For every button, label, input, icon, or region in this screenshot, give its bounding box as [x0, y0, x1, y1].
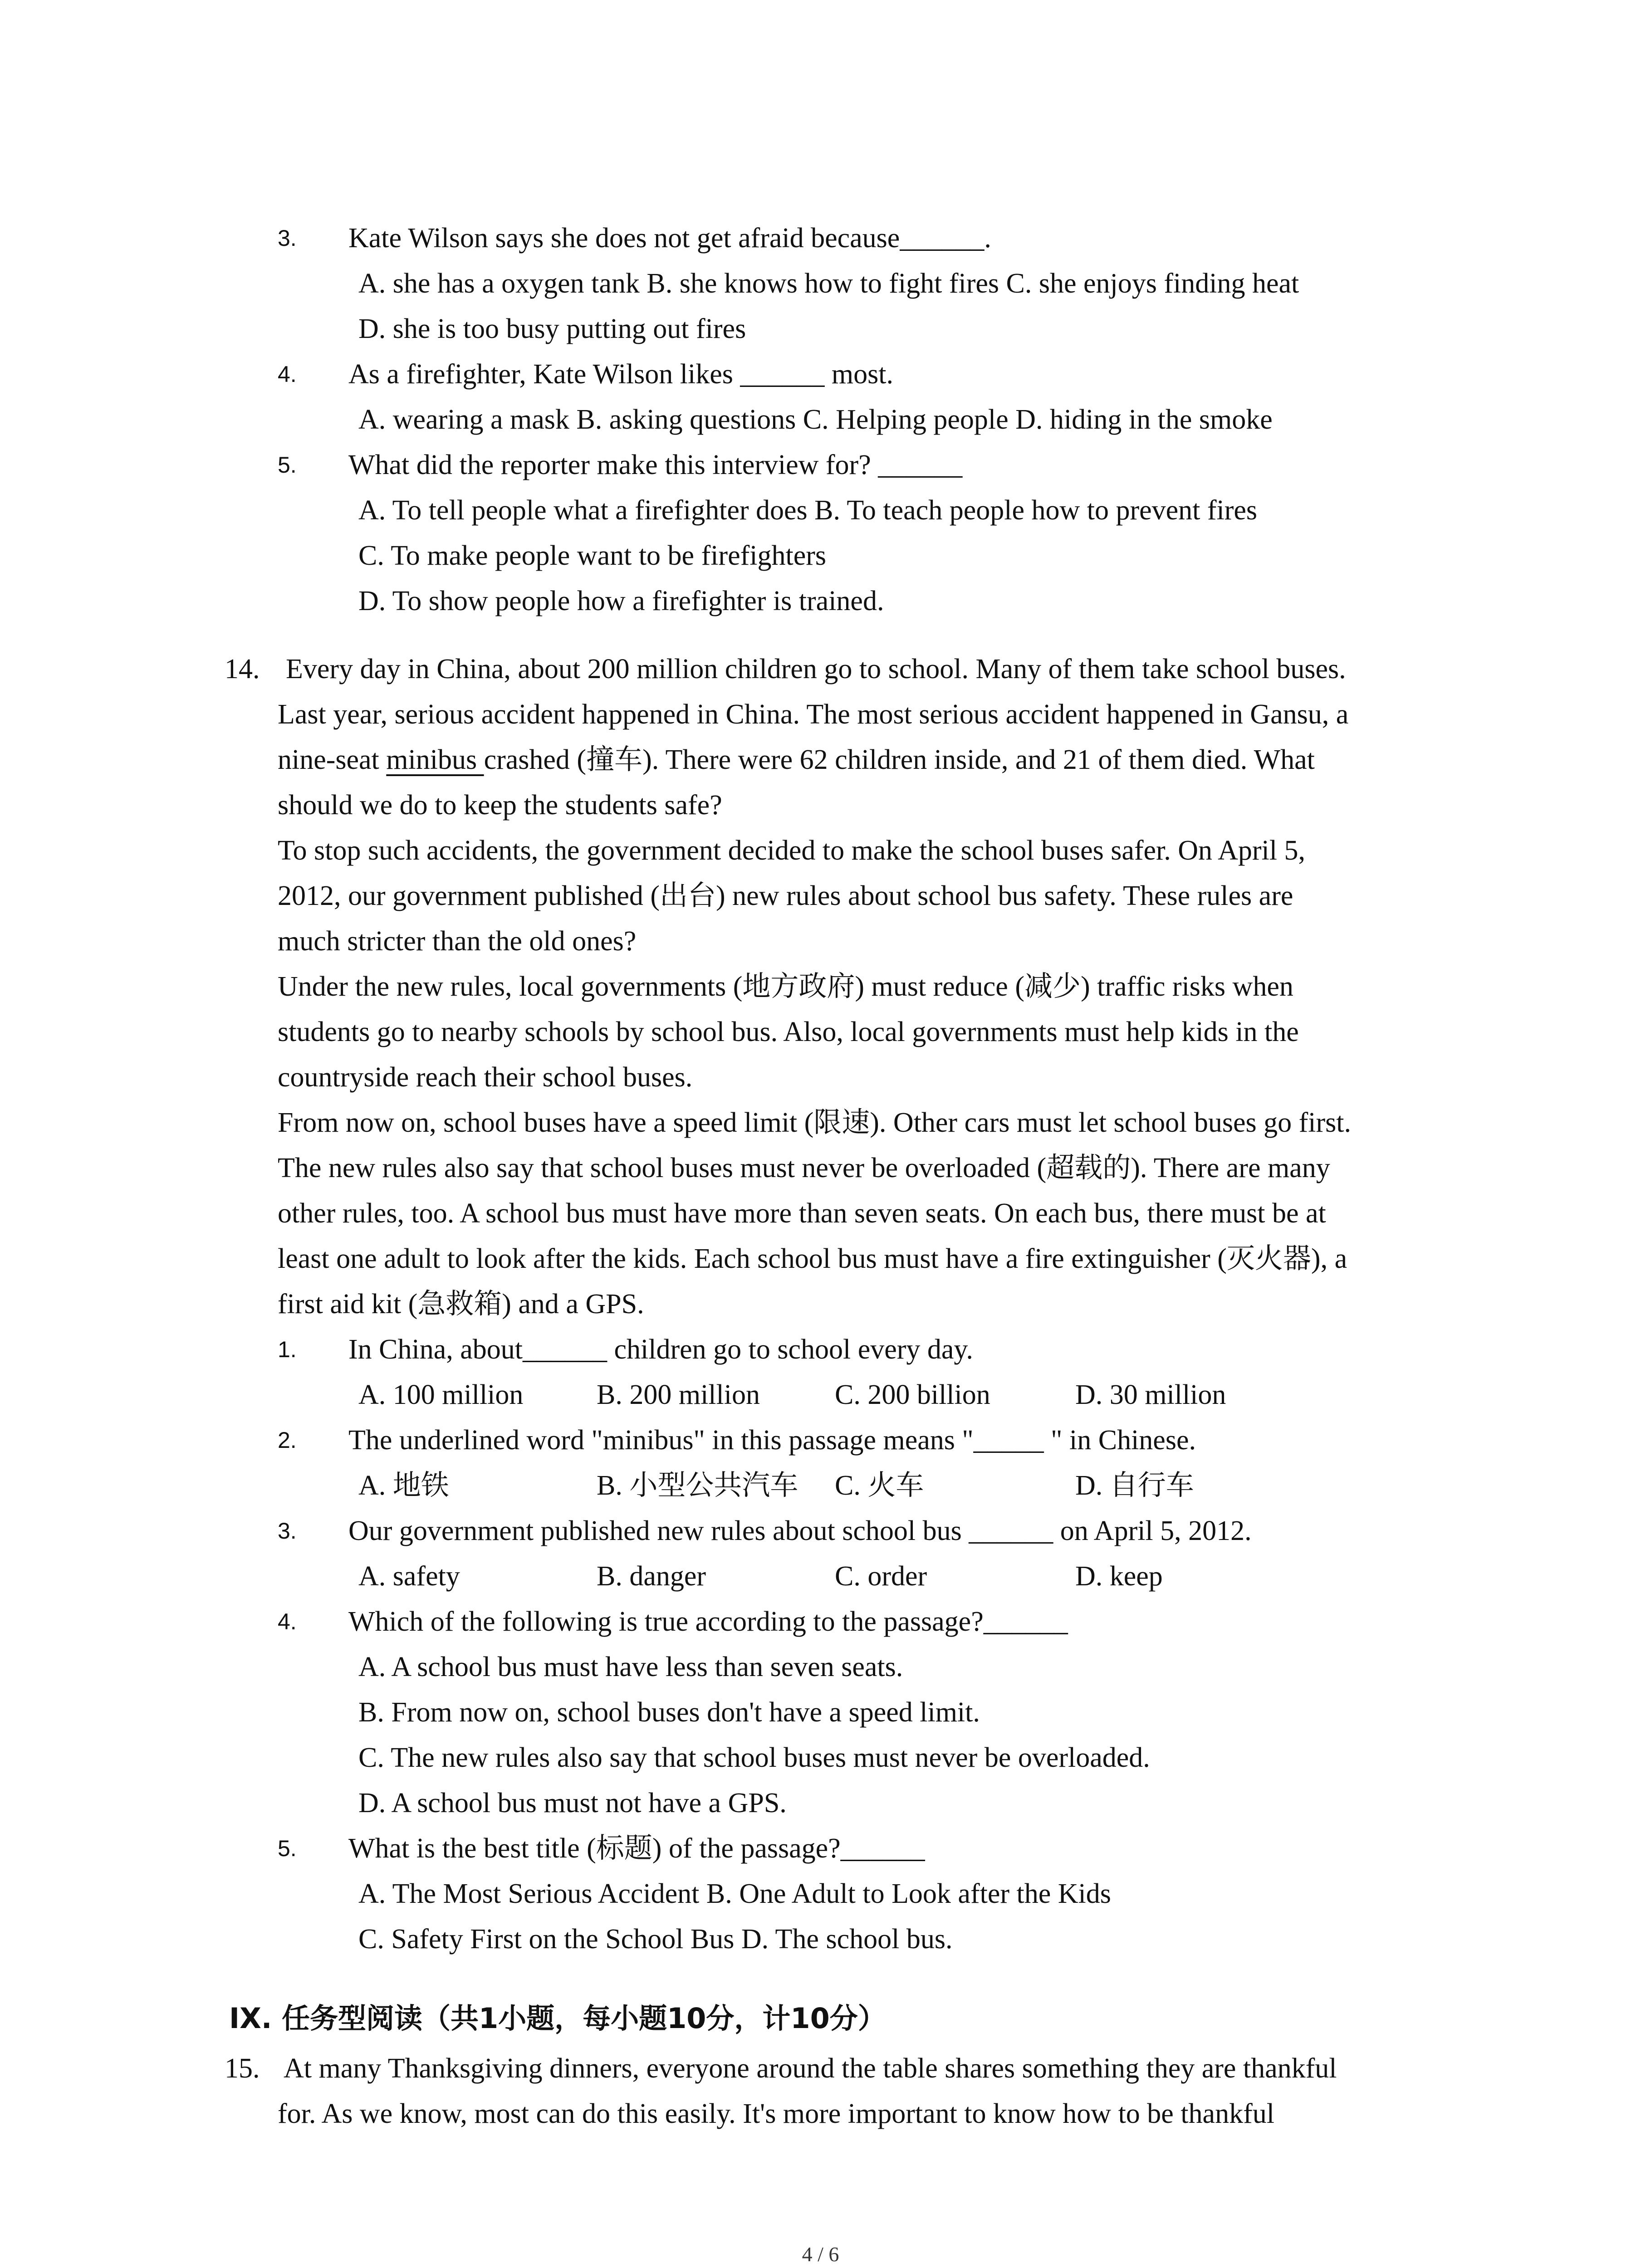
question-stem: What did the reporter make this interview for? ______ [348, 450, 963, 480]
passage-line [278, 742, 1315, 778]
question-number: 4. [278, 362, 297, 387]
passage-line: Every day in China, about 200 million children go to school. Many of them take school buses. [286, 654, 1346, 684]
question-number: 2. [278, 1427, 297, 1453]
passage-line: least one adult to look after the kids. Each school bus must have a fire extinguisher (灭火器), a [278, 1243, 1347, 1274]
passage-line: first aid kit (急救箱) and a GPS. [278, 1289, 644, 1320]
passage-line: countryside reach their school buses. [278, 1062, 693, 1093]
passage-line: for. As we know, most can do this easily. It's more important to know how to be thankful [278, 2098, 1274, 2129]
passage-line: 2012, our government published (出台) new rules about school bus safety. These rules are [278, 880, 1293, 911]
passage-line: The new rules also say that school buses must never be overloaded (超载的). There are many [278, 1153, 1330, 1183]
question-stem: Kate Wilson says she does not get afraid because______. [348, 223, 991, 254]
passage-line: other rules, too. A school bus must have more than seven seats. On each bus, there must be at [278, 1198, 1326, 1229]
passage-line: To stop such accidents, the government decided to make the school buses safer. On April 5, [278, 835, 1305, 866]
question-options: A. she has a oxygen tank B. she knows how to fight fires C. she enjoys finding heat [358, 268, 1299, 299]
option-b: B. 小型公共汽车 [597, 1470, 798, 1501]
option-c: C. order [835, 1561, 927, 1592]
section-heading: IX. 任务型阅读（共1小题，每小题10分，计10分） [229, 2002, 886, 2035]
option-c: C. 200 billion [835, 1379, 990, 1410]
passage-line: Last year, serious accident happened in China. The most serious accident happened in Gansu, a [278, 699, 1349, 730]
question-options: D. she is too busy putting out fires [358, 313, 746, 344]
question-stem: Which of the following is true according to the passage?______ [348, 1606, 1068, 1637]
question-option: A. To tell people what a firefighter does B. To teach people how to prevent fires [358, 495, 1258, 526]
passage-line: Under the new rules, local governments (地方政府) must reduce (减少) traffic risks when [278, 971, 1293, 1002]
passage-line: should we do to keep the students safe? [278, 790, 722, 821]
question-option: C. To make people want to be firefighters [358, 540, 826, 571]
option-d: D. A school bus must not have a GPS. [358, 1788, 787, 1818]
option-b: B. From now on, school buses don't have a speed limit. [358, 1697, 980, 1728]
question-stem: What is the best title (标题) of the passage?______ [348, 1833, 925, 1864]
question-number: 3. [278, 225, 297, 251]
option-d: D. 30 million [1075, 1379, 1226, 1410]
option-d: D. 自行车 [1075, 1470, 1194, 1501]
passage-text: nine-seat [278, 744, 387, 775]
passage-number: 14. [225, 654, 260, 684]
option-b: B. danger [597, 1561, 706, 1592]
question-stem: The underlined word "minibus" in this passage means "_____ " in Chinese. [348, 1425, 1196, 1456]
question-option: D. To show people how a firefighter is trained. [358, 586, 884, 616]
option-b: B. 200 million [597, 1379, 760, 1410]
question-stem: Our government published new rules about school bus ______ on April 5, 2012. [348, 1515, 1252, 1546]
passage-number: 15. [225, 2053, 260, 2084]
question-number: 4. [278, 1609, 297, 1634]
question-option: C. Safety First on the School Bus D. The school bus. [358, 1924, 953, 1955]
passage-line: At many Thanksgiving dinners, everyone around the table shares something they are thankful [284, 2053, 1337, 2084]
passage-line: students go to nearby schools by school bus. Also, local governments must help kids in the [278, 1017, 1299, 1047]
option-a: A. 100 million [358, 1379, 524, 1410]
question-options: A. wearing a mask B. asking questions C. Helping people D. hiding in the smoke [358, 404, 1273, 435]
question-stem: As a firefighter, Kate Wilson likes ______ most. [348, 359, 893, 390]
question-number: 5. [278, 452, 297, 478]
option-a: A. A school bus must have less than seven seats. [358, 1652, 903, 1682]
option-c: C. The new rules also say that school buses must never be overloaded. [358, 1742, 1150, 1773]
underlined-word: minibus [386, 744, 484, 775]
page-number: 4 / 6 [802, 2243, 839, 2266]
question-stem: In China, about______ children go to school every day. [348, 1334, 973, 1365]
option-c: C. 火车 [835, 1470, 924, 1501]
option-a: A. 地铁 [358, 1470, 449, 1501]
passage-line: much stricter than the old ones? [278, 926, 637, 957]
question-number: 1. [278, 1337, 297, 1362]
question-option: A. The Most Serious Accident B. One Adult to Look after the Kids [358, 1878, 1111, 1909]
question-number: 3. [278, 1518, 297, 1544]
option-d: D. keep [1075, 1561, 1163, 1592]
passage-text: crashed (撞车). There were 62 children inside, and 21 of them died. What [484, 744, 1315, 775]
passage-line: From now on, school buses have a speed limit (限速). Other cars must let school buses go first. [278, 1107, 1351, 1138]
question-number: 5. [278, 1836, 297, 1861]
option-a: A. safety [358, 1561, 460, 1592]
